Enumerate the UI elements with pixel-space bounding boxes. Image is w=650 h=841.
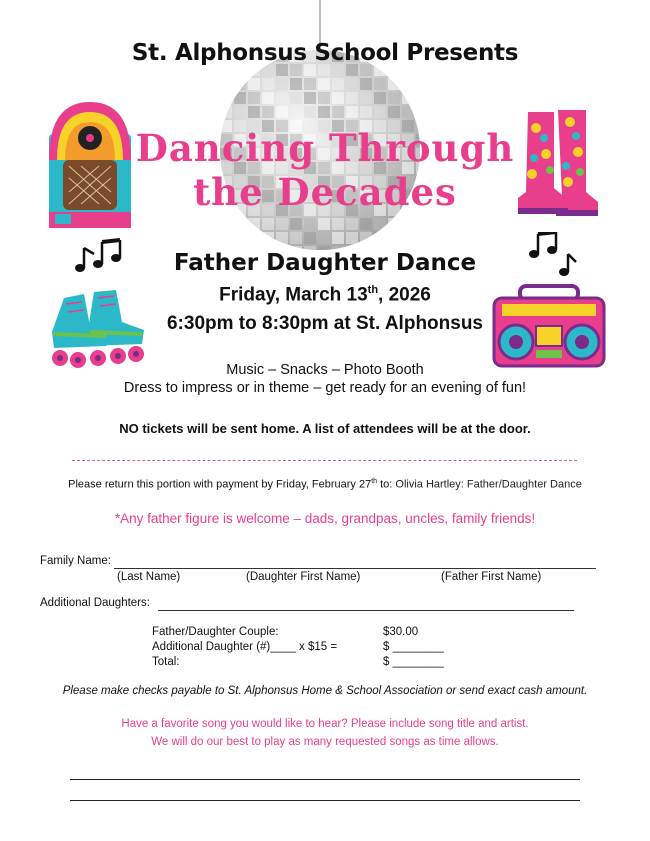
sub-label-father-name: (Father First Name): [441, 571, 542, 583]
return-contact: Olivia Hartley: Father/Daughter Dance: [395, 478, 582, 491]
dress-code: Dress to impress or in theme – get ready for an evening of fun!: [123, 380, 527, 396]
family-name-label: Family Name:: [40, 555, 111, 567]
return-mid: to:: [377, 478, 396, 491]
sub-label-last-name: (Last Name): [117, 571, 181, 583]
return-instructions: [0, 478, 650, 491]
event-title-line1: Dancing Through: [135, 126, 515, 170]
return-text: Please return this portion with payment by Friday, February 27: [68, 478, 372, 491]
date-year: , 2026: [378, 284, 431, 306]
event-extras: Music – Snacks – Photo Booth: [226, 362, 424, 378]
checks-note: Please make checks payable to St. Alphonsus Home & School Association or send exact cash amount.: [62, 685, 588, 697]
date-suffix: th: [367, 284, 379, 296]
song-request-field[interactable]: [70, 779, 580, 780]
additional-daughter-price[interactable]: $ ________: [383, 641, 444, 653]
song-request-line1: Have a favorite song you would like to hear? Please include song title and artist.: [121, 718, 529, 730]
event-date: [0, 284, 650, 306]
sub-label-daughter-name: (Daughter First Name): [246, 571, 361, 583]
return-sup: th: [371, 478, 378, 485]
additional-daughters-label: Additional Daughters:: [40, 597, 150, 609]
date-text: Friday, March 13: [219, 284, 368, 306]
welcome-note: *Any father figure is welcome – dads, grandpas, uncles, family friends!: [114, 511, 536, 526]
tickets-note: NO tickets will be sent home. A list of attendees will be at the door.: [119, 421, 531, 436]
total-price[interactable]: $ ________: [383, 656, 444, 668]
couple-price: $30.00: [383, 626, 419, 638]
cut-line: [72, 460, 577, 461]
song-request-line2: We will do our best to play as many requested songs as time allows.: [151, 736, 499, 748]
event-name: Father Daughter Dance: [173, 250, 477, 276]
event-time-location: 6:30pm to 8:30pm at St. Alphonsus: [166, 313, 483, 334]
family-name-field[interactable]: [114, 554, 596, 569]
couple-label: Father/Daughter Couple:: [152, 626, 279, 638]
additional-daughter-label: Additional Daughter (#)____ x $15 =: [152, 641, 338, 653]
song-request-field[interactable]: [70, 800, 580, 801]
event-title-line2: the Decades: [193, 170, 457, 214]
header-title: St. Alphonsus School Presents: [131, 40, 519, 66]
total-label: Total:: [152, 656, 180, 668]
additional-daughters-field[interactable]: [158, 596, 574, 611]
